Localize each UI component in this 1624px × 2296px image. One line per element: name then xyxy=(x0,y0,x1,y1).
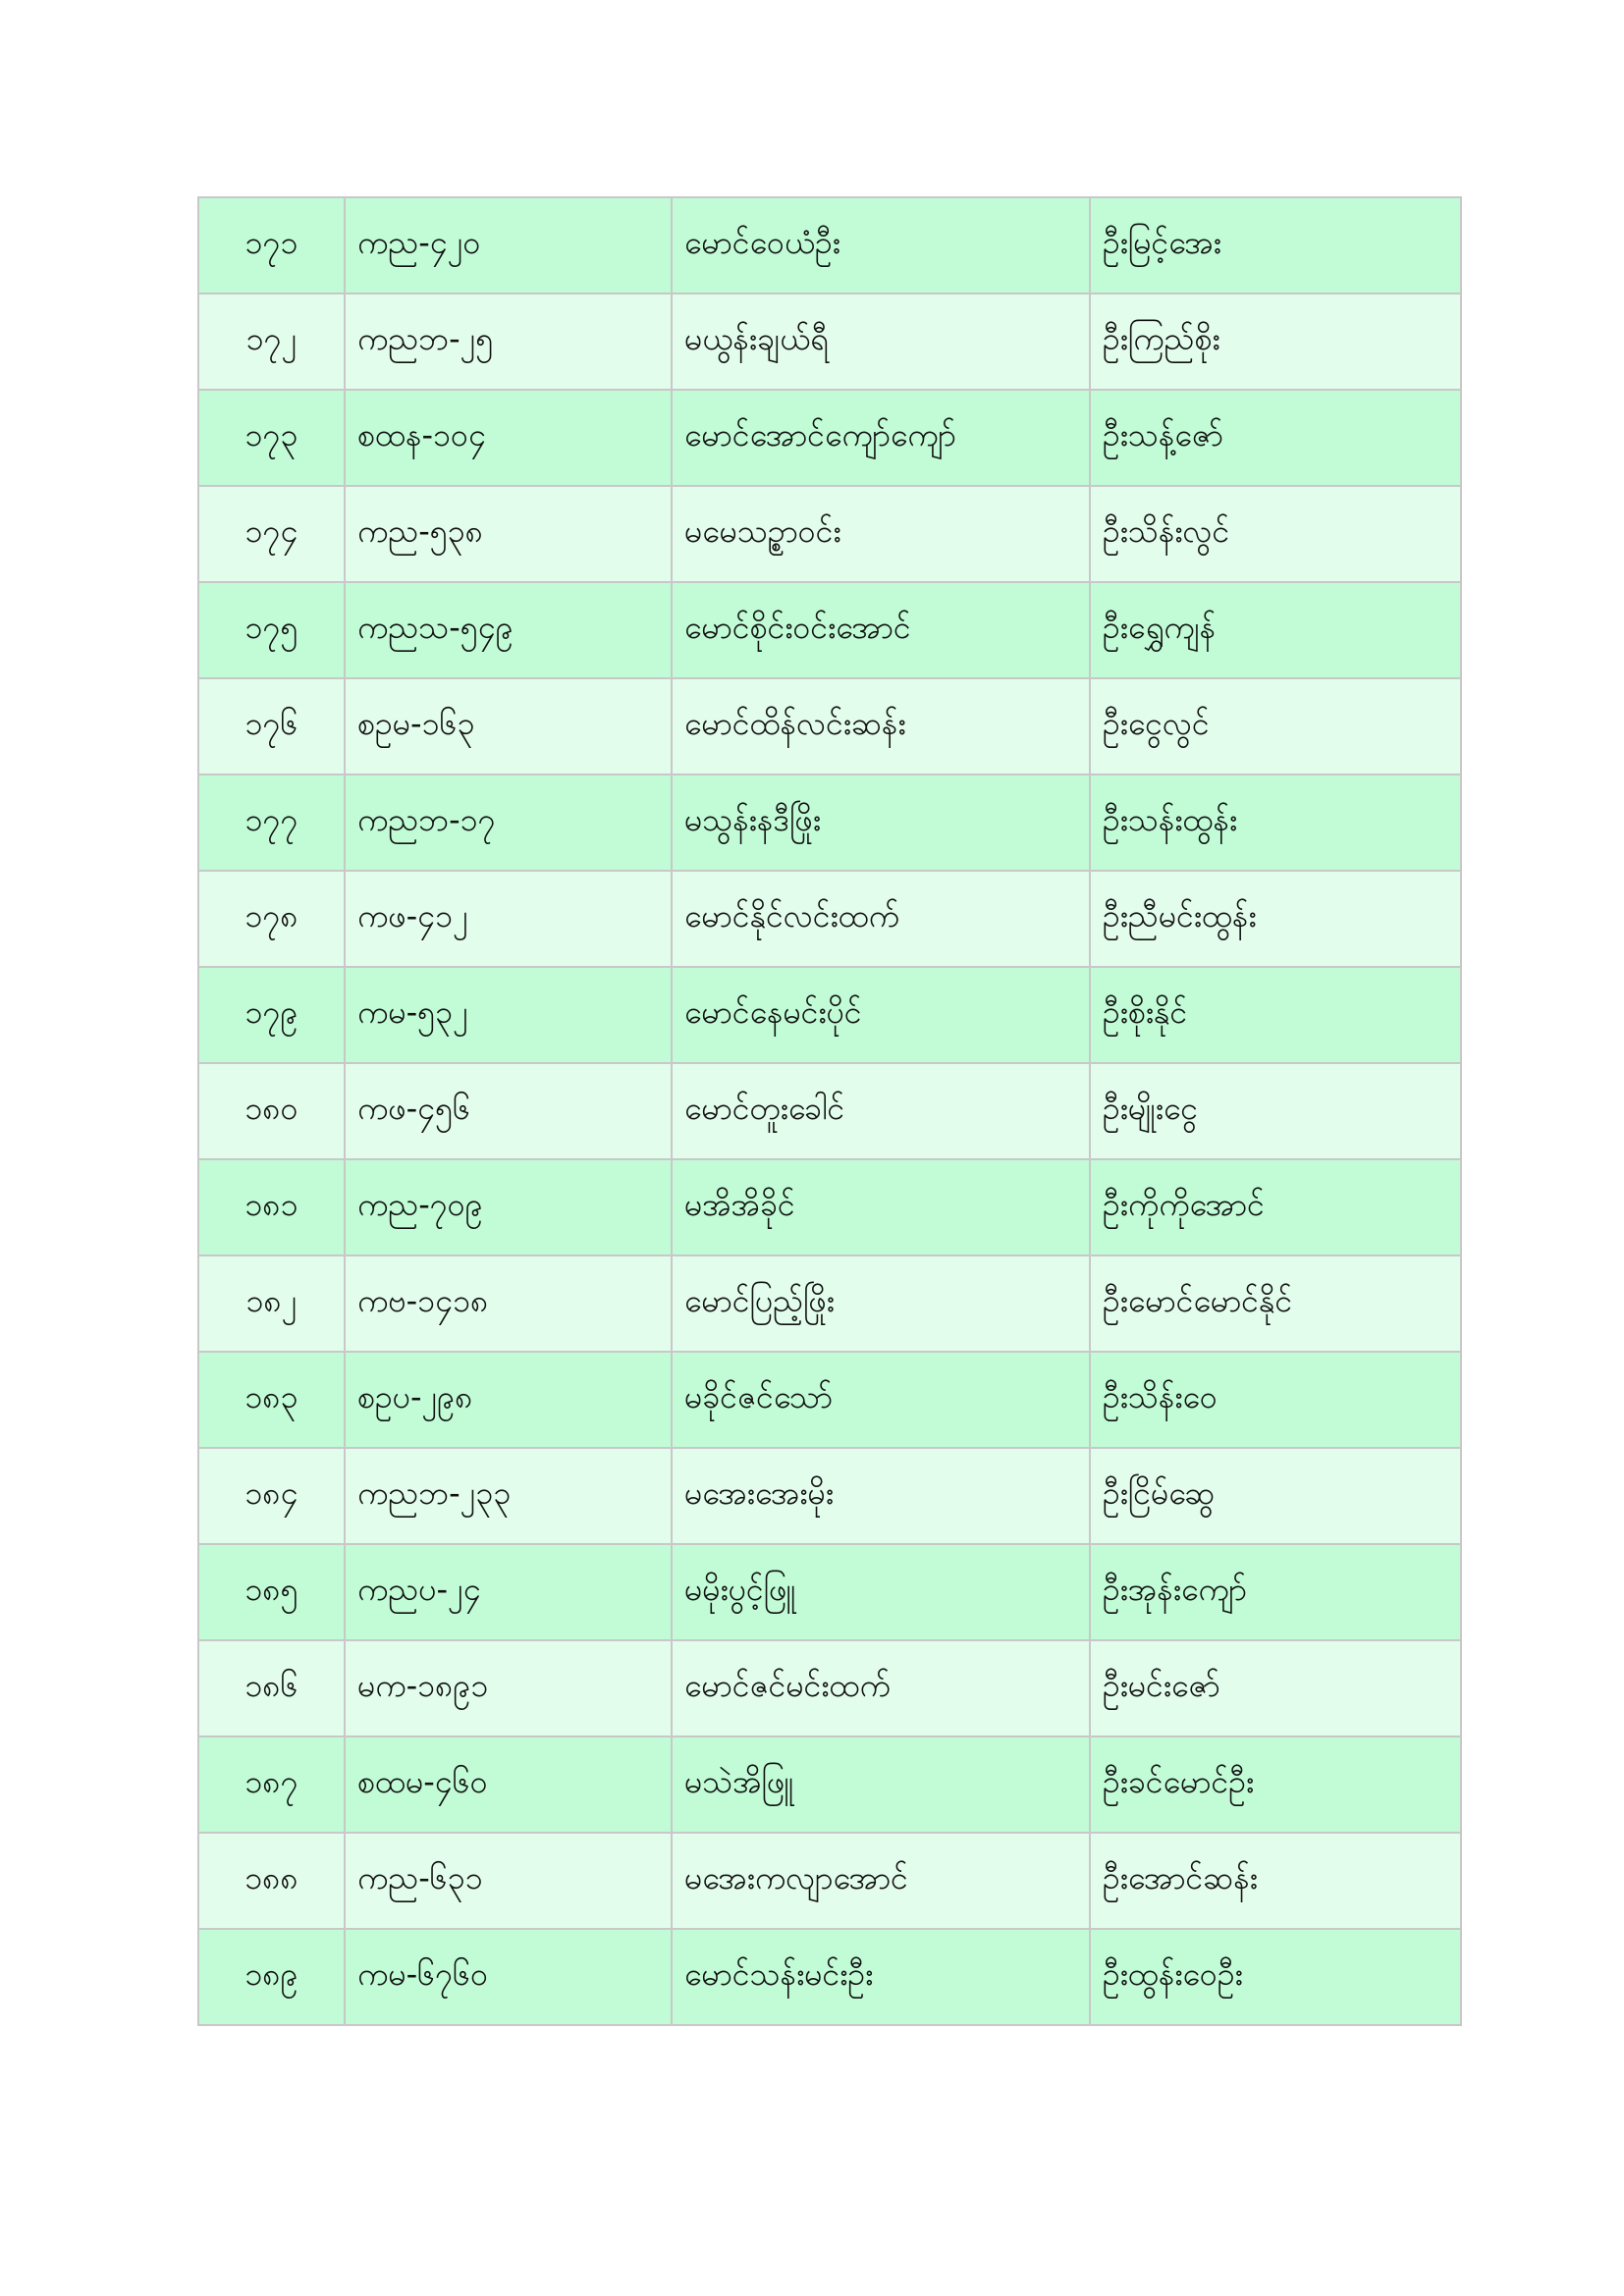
row-number-cell: ၁၈၄ xyxy=(198,1448,345,1544)
name-cell: မသဲအိဖြူ xyxy=(672,1736,1090,1833)
row-number-cell: ၁၈၀ xyxy=(198,1063,345,1159)
name-cell: မောင်စိုင်းဝင်းအောင် xyxy=(672,582,1090,678)
father-name-cell: ဦးအုန်းကျော် xyxy=(1090,1544,1461,1640)
table-row xyxy=(198,197,1461,294)
table-row xyxy=(198,294,1461,390)
name-cell: မအိအိခိုင် xyxy=(672,1159,1090,1255)
id-cell: ကဖ-၄၁၂ xyxy=(345,871,672,967)
row-number-cell: ၁၈၅ xyxy=(198,1544,345,1640)
table-row xyxy=(198,967,1461,1063)
row-number-cell: ၁၇၅ xyxy=(198,582,345,678)
father-name-cell: ဦးညီမင်းထွန်း xyxy=(1090,871,1461,967)
id-cell: စထမ-၄၆၀ xyxy=(345,1736,672,1833)
table-row xyxy=(198,678,1461,774)
table-row xyxy=(198,871,1461,967)
father-name-cell: ဦးမောင်မောင်နိုင် xyxy=(1090,1255,1461,1352)
row-number-cell: ၁၈၈ xyxy=(198,1833,345,1929)
id-cell: စထန-၁၀၄ xyxy=(345,390,672,486)
row-number-cell: ၁၈၆ xyxy=(198,1640,345,1736)
id-cell: ကည-၄၂၀ xyxy=(345,197,672,294)
table-row xyxy=(198,1929,1461,2025)
row-number-cell: ၁၈၃ xyxy=(198,1352,345,1448)
id-cell: ကမ-၆၇၆၀ xyxy=(345,1929,672,2025)
father-name-cell: ဦးကိုကိုအောင် xyxy=(1090,1159,1461,1255)
father-name-cell: ဦးသန်းထွန်း xyxy=(1090,774,1461,871)
father-name-cell: ဦးခင်မောင်ဦး xyxy=(1090,1736,1461,1833)
name-cell: မောင်တူးခေါင် xyxy=(672,1063,1090,1159)
table-row xyxy=(198,582,1461,678)
name-cell: မောင်ထိန်လင်းဆန်း xyxy=(672,678,1090,774)
name-cell: မောင်နိုင်လင်းထက် xyxy=(672,871,1090,967)
id-cell: ကညဘ-၁၇ xyxy=(345,774,672,871)
father-name-cell: ဦးငွေလွင် xyxy=(1090,678,1461,774)
row-number-cell: ၁၇၁ xyxy=(198,197,345,294)
table-row xyxy=(198,1352,1461,1448)
name-cell: မမိုးပွင့်ဖြူ xyxy=(672,1544,1090,1640)
father-name-cell: ဦးသိန်းလွင် xyxy=(1090,486,1461,582)
father-name-cell: ဦးရွှေကျန် xyxy=(1090,582,1461,678)
row-number-cell: ၁၇၃ xyxy=(198,390,345,486)
row-number-cell: ၁၈၇ xyxy=(198,1736,345,1833)
name-cell: မောင်ပြည့်ဖြိုး xyxy=(672,1255,1090,1352)
name-cell: မမေသဥ္စာဝင်း xyxy=(672,486,1090,582)
row-number-cell: ၁၇၆ xyxy=(198,678,345,774)
row-number-cell: ၁၈၁ xyxy=(198,1159,345,1255)
id-cell: စဥပ-၂၉၈ xyxy=(345,1352,672,1448)
name-cell: မောင်သန်းမင်းဦး xyxy=(672,1929,1090,2025)
id-cell: ကညဘ-၂၃၃ xyxy=(345,1448,672,1544)
table-row xyxy=(198,1640,1461,1736)
row-number-cell: ၁၇၇ xyxy=(198,774,345,871)
row-number-cell: ၁၈၂ xyxy=(198,1255,345,1352)
father-name-cell: ဦးမြင့်အေး xyxy=(1090,197,1461,294)
row-number-cell: ၁၈၉ xyxy=(198,1929,345,2025)
name-cell: မအေးအေးမိုး xyxy=(672,1448,1090,1544)
father-name-cell: ဦးမျိုးငွေ xyxy=(1090,1063,1461,1159)
table-row xyxy=(198,1736,1461,1833)
father-name-cell: ဦးမင်းဇော် xyxy=(1090,1640,1461,1736)
table-row xyxy=(198,774,1461,871)
table-row xyxy=(198,390,1461,486)
father-name-cell: ဦးသန့်ဇော် xyxy=(1090,390,1461,486)
father-name-cell: ဦးကြည်စိုး xyxy=(1090,294,1461,390)
name-cell: မခိုင်ဇင်သော် xyxy=(672,1352,1090,1448)
father-name-cell: ဦးငြိမ်ဆွေ xyxy=(1090,1448,1461,1544)
id-cell: ကညပ-၂၄ xyxy=(345,1544,672,1640)
name-cell: မယွန်းချယ်ရီ xyxy=(672,294,1090,390)
student-roster-table xyxy=(197,196,1462,2026)
father-name-cell: ဦးသိန်းဝေ xyxy=(1090,1352,1461,1448)
row-number-cell: ၁၇၉ xyxy=(198,967,345,1063)
name-cell: မောင်ဝေယံဦး xyxy=(672,197,1090,294)
row-number-cell: ၁၇၈ xyxy=(198,871,345,967)
table-row xyxy=(198,1159,1461,1255)
table-row xyxy=(198,1063,1461,1159)
name-cell: မောင်အောင်ကျော်ကျော် xyxy=(672,390,1090,486)
id-cell: မက-၁၈၉၁ xyxy=(345,1640,672,1736)
id-cell: ကည-၅၃၈ xyxy=(345,486,672,582)
roster-body xyxy=(198,197,1461,2025)
name-cell: မောင်ဇင်မင်းထက် xyxy=(672,1640,1090,1736)
father-name-cell: ဦးစိုးနိုင် xyxy=(1090,967,1461,1063)
id-cell: ကည-၆၃၁ xyxy=(345,1833,672,1929)
id-cell: စဥမ-၁၆၃ xyxy=(345,678,672,774)
id-cell: ကမ-၅၃၂ xyxy=(345,967,672,1063)
table-row xyxy=(198,1255,1461,1352)
id-cell: ကဗ-၁၄၁၈ xyxy=(345,1255,672,1352)
father-name-cell: ဦးအောင်ဆန်း xyxy=(1090,1833,1461,1929)
table-row xyxy=(198,1833,1461,1929)
row-number-cell: ၁၇၄ xyxy=(198,486,345,582)
name-cell: မောင်နေမင်းပိုင် xyxy=(672,967,1090,1063)
id-cell: ကညဘ-၂၅ xyxy=(345,294,672,390)
table-row xyxy=(198,1448,1461,1544)
name-cell: မအေးကလျာအောင် xyxy=(672,1833,1090,1929)
table-row xyxy=(198,486,1461,582)
name-cell: မသွန်းနဒီဖြိုး xyxy=(672,774,1090,871)
table-row xyxy=(198,1544,1461,1640)
id-cell: ကဖ-၄၅၆ xyxy=(345,1063,672,1159)
father-name-cell: ဦးထွန်းဝေဦး xyxy=(1090,1929,1461,2025)
row-number-cell: ၁၇၂ xyxy=(198,294,345,390)
id-cell: ကည-၇၀၉ xyxy=(345,1159,672,1255)
id-cell: ကညသ-၅၄၉ xyxy=(345,582,672,678)
